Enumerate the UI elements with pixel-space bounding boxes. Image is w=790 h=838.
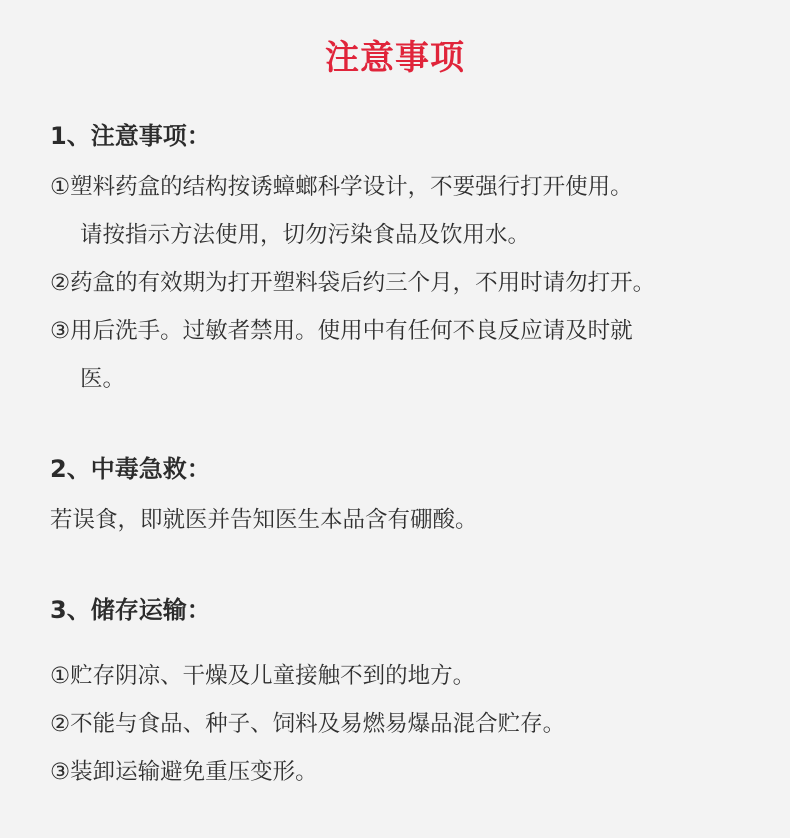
section-heading-precautions: 1、注意事项： xyxy=(50,122,211,150)
precaution-line-3-continued: 医。 xyxy=(80,366,126,392)
section-heading-first-aid: 2、中毒急救： xyxy=(50,455,211,483)
precaution-line-2: ②药盒的有效期为打开塑料袋后约三个月，不用时请勿打开。 xyxy=(50,270,656,296)
first-aid-line-1: 若误食，即就医并告知医生本品含有硼酸。 xyxy=(50,507,478,533)
storage-line-1: ①贮存阴凉、干燥及儿童接触不到的地方。 xyxy=(50,663,476,689)
storage-line-2: ②不能与食品、种子、饲料及易燃易爆品混合贮存。 xyxy=(50,711,566,737)
precaution-line-1: ①塑料药盒的结构按诱蟑螂科学设计，不要强行打开使用。 xyxy=(50,174,633,200)
precaution-line-1-continued: 请按指示方法使用，切勿污染食品及饮用水。 xyxy=(80,222,531,248)
storage-line-3: ③装卸运输避免重压变形。 xyxy=(50,759,318,785)
section-heading-storage: 3、储存运输： xyxy=(50,596,211,624)
precaution-line-3: ③用后洗手。过敏者禁用。使用中有任何不良反应请及时就 xyxy=(50,318,633,344)
page-title: 注意事项 xyxy=(325,38,465,78)
